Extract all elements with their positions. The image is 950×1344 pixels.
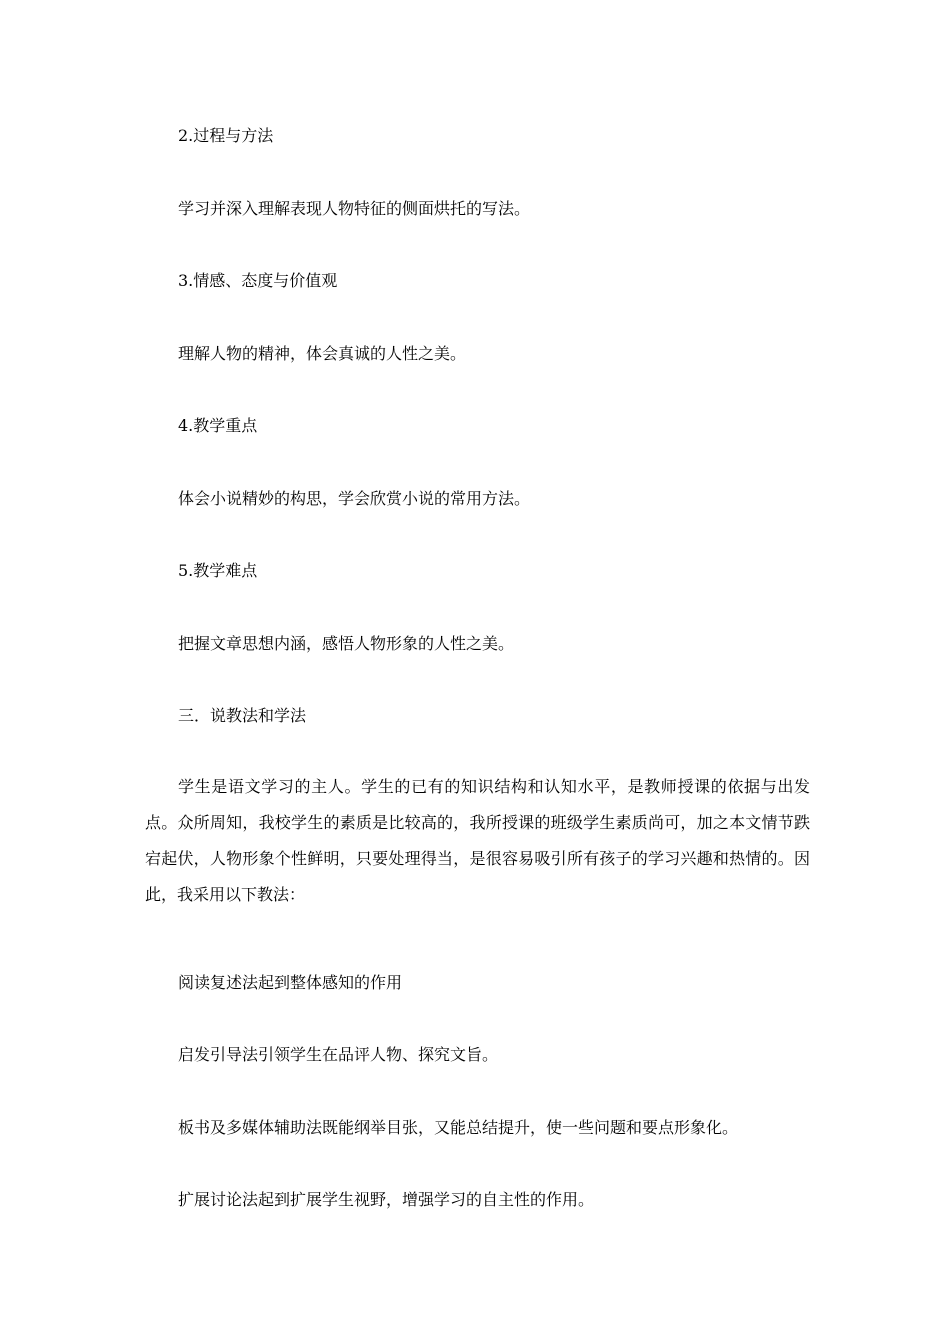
body-paragraph: 学生是语文学习的主人。学生的已有的知识结构和认知水平，是教师授课的依据与出发点。众所周知，我校学生的素质是比较高的，我所授课的班级学生素质尚可，加之本文情节跌宕起伏，人物形象个性鲜明，只要处理得当，是很容易吸引所有孩子的学习兴趣和热情的。因此，我采用以下教法： [145, 777, 810, 904]
section-heading-methods: 三．说教法和学法 [178, 706, 307, 725]
method-item: 板书及多媒体辅助法既能纲举目张，又能总结提升，使一些问题和要点形象化。 [178, 1118, 739, 1137]
method-item: 阅读复述法起到整体感知的作用 [178, 973, 403, 992]
heading-emotion-values: 3.情感、态度与价值观 [178, 271, 338, 290]
text-emotion-values: 理解人物的精神，体会真诚的人性之美。 [178, 344, 467, 363]
method-item: 启发引导法引领学生在品评人物、探究文旨。 [178, 1045, 499, 1064]
text-process-method: 学习并深入理解表现人物特征的侧面烘托的写法。 [178, 199, 531, 218]
heading-teaching-focus: 4.教学重点 [178, 416, 258, 435]
heading-teaching-difficulty: 5.教学难点 [178, 561, 258, 580]
text-teaching-difficulty: 把握文章思想内涵，感悟人物形象的人性之美。 [178, 634, 515, 653]
method-item: 扩展讨论法起到扩展学生视野，增强学习的自主性的作用。 [178, 1190, 595, 1209]
text-teaching-focus: 体会小说精妙的构思，学会欣赏小说的常用方法。 [178, 489, 531, 508]
heading-process-method: 2.过程与方法 [178, 126, 274, 145]
